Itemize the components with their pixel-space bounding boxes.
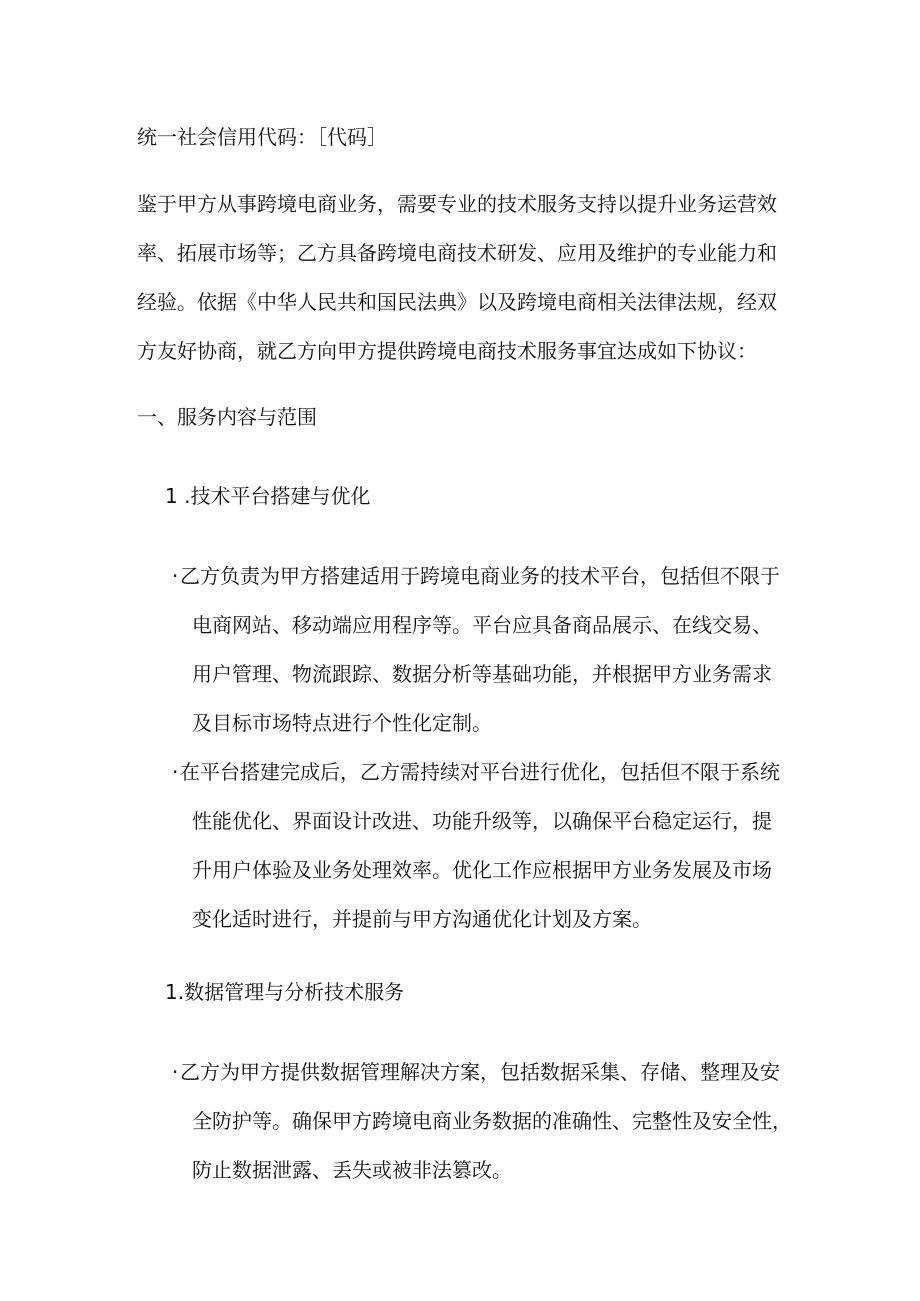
bullet-line: 乙方为甲方提供数据管理解决方案，包括数据采集、存储、整理及安 xyxy=(180,1060,780,1084)
bullet-line: 电商网站、移动端应用程序等。平台应具备商品展示、在线交易、 xyxy=(192,613,772,637)
bullet-line: 乙方负责为甲方搭建适用于跨境电商业务的技术平台，包括但不限于 xyxy=(180,564,780,588)
bullet-line: 变化适时进行，并提前与甲方沟通优化计划及方案。 xyxy=(192,907,652,931)
preamble-line: 率、拓展市场等；乙方具备跨境电商技术研发、应用及维护的专业能力和 xyxy=(137,241,777,265)
bullet-dot: · xyxy=(172,760,179,784)
bullet-line: 防止数据泄露、丢失或被非法篡改。 xyxy=(192,1158,512,1182)
section-heading: 一、服务内容与范围 xyxy=(137,405,317,429)
bullet-dot: · xyxy=(172,1060,179,1084)
credit-code-line: 统一社会信用代码：［代码］ xyxy=(137,125,387,149)
bullet-dot: · xyxy=(172,564,179,588)
bullet-line: 升用户体验及业务处理效率。优化工作应根据甲方业务发展及市场 xyxy=(192,858,772,882)
subsection-heading: 1 .技术平台搭建与优化 xyxy=(165,484,371,508)
bullet-line: 及目标市场特点进行个性化定制。 xyxy=(192,711,492,735)
bullet-line: 用户管理、物流跟踪、数据分析等基础功能，并根据甲方业务需求 xyxy=(192,662,772,686)
subsection-heading: 1.数据管理与分析技术服务 xyxy=(165,980,405,1004)
bullet-line: 在平台搭建完成后，乙方需持续对平台进行优化，包括但不限于系统 xyxy=(180,760,780,784)
bullet-line: 全防护等。确保甲方跨境电商业务数据的准确性、完整性及安全性， xyxy=(192,1109,792,1133)
bullet-line: 性能优化、界面设计改进、功能升级等，以确保平台稳定运行，提 xyxy=(192,809,772,833)
preamble-line: 方友好协商，就乙方向甲方提供跨境电商技术服务事宜达成如下协议： xyxy=(137,339,757,363)
preamble-line: 经验。依据《中华人民共和国民法典》以及跨境电商相关法律法规，经双 xyxy=(137,290,777,314)
preamble-line: 鉴于甲方从事跨境电商业务，需要专业的技术服务支持以提升业务运营效 xyxy=(137,192,777,216)
